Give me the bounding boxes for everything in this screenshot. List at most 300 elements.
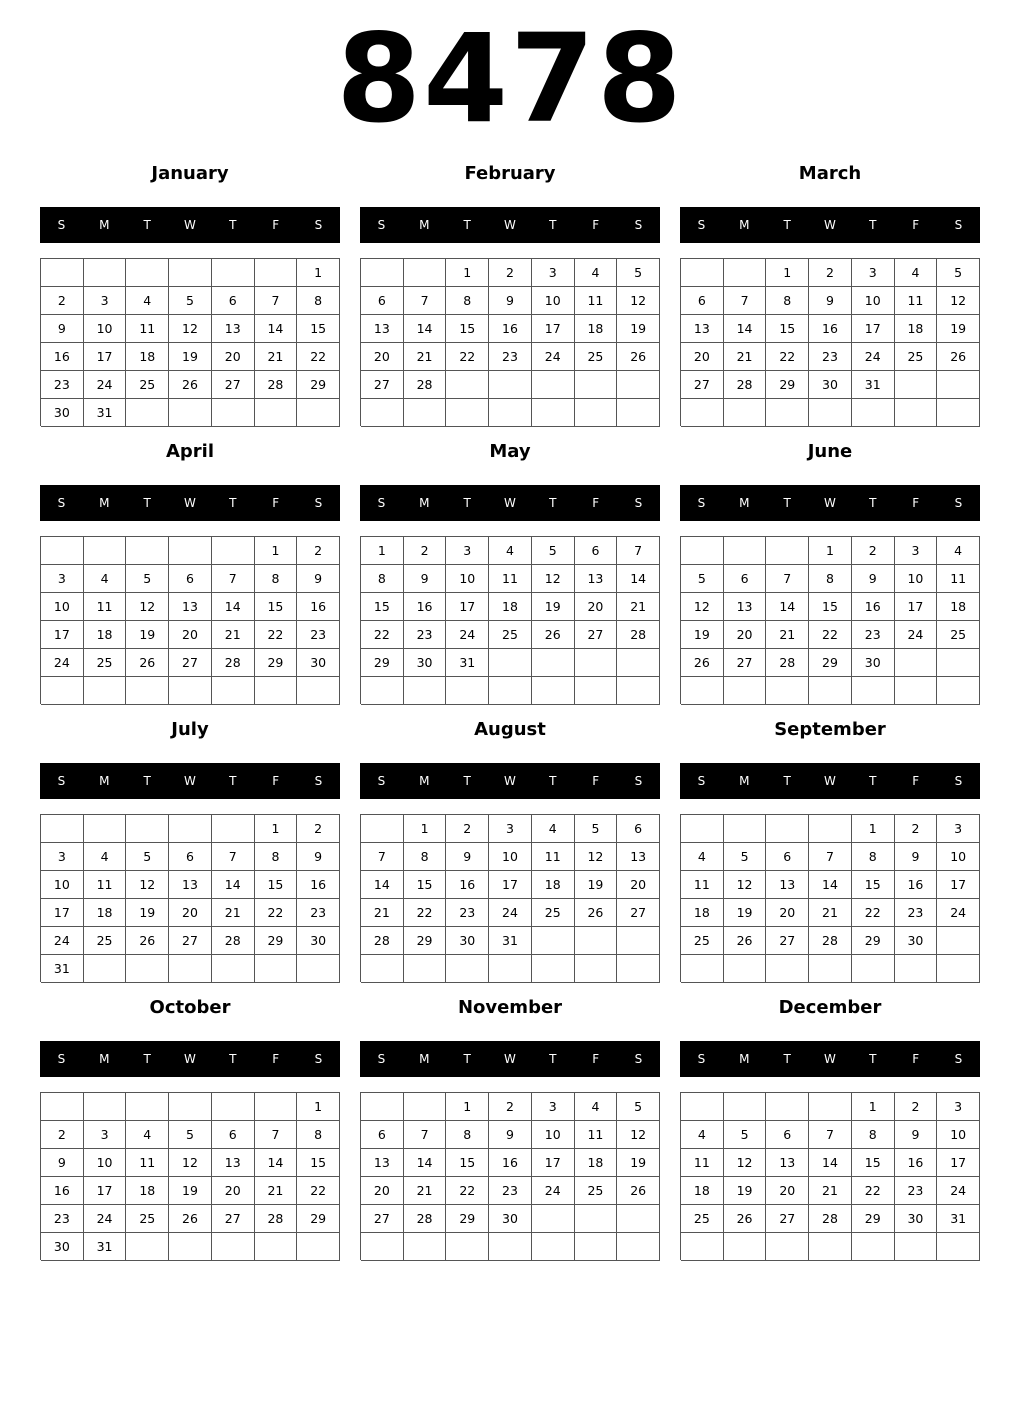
day-cell: 18: [575, 315, 618, 343]
day-cell: 25: [532, 899, 575, 927]
empty-day-cell: [575, 677, 618, 705]
empty-day-cell: [617, 1205, 660, 1233]
day-cell: 19: [724, 899, 767, 927]
day-cell: 29: [809, 649, 852, 677]
day-cell: 28: [255, 371, 298, 399]
empty-day-cell: [126, 537, 169, 565]
empty-day-cell: [532, 371, 575, 399]
empty-day-cell: [255, 955, 298, 983]
day-cell: 9: [297, 565, 340, 593]
weekday-header: [360, 485, 660, 521]
day-cell: 26: [169, 1205, 212, 1233]
weekday-label: S: [377, 218, 386, 232]
day-cell: 13: [361, 1149, 404, 1177]
day-cell: 1: [255, 815, 298, 843]
empty-day-cell: [681, 1233, 724, 1261]
day-cell: 19: [169, 1177, 212, 1205]
day-cell: 29: [852, 1205, 895, 1233]
day-cell: 1: [297, 259, 340, 287]
day-grid: [40, 536, 340, 704]
day-cell: 22: [852, 1177, 895, 1205]
day-cell: 15: [297, 1149, 340, 1177]
day-cell: 13: [766, 1149, 809, 1177]
empty-day-cell: [126, 259, 169, 287]
day-cell: 3: [41, 843, 84, 871]
empty-day-cell: [681, 955, 724, 983]
day-cell: 12: [617, 287, 660, 315]
weekday-label: S: [634, 774, 643, 788]
day-cell: 4: [895, 259, 938, 287]
day-cell: 13: [617, 843, 660, 871]
weekday-label: T: [869, 1052, 877, 1066]
day-cell: 1: [852, 815, 895, 843]
weekday-label: F: [912, 496, 920, 510]
day-cell: 29: [297, 371, 340, 399]
day-cell: 17: [84, 343, 127, 371]
empty-day-cell: [361, 399, 404, 427]
day-cell: 6: [724, 565, 767, 593]
day-cell: 1: [361, 537, 404, 565]
day-cell: 23: [404, 621, 447, 649]
day-cell: 12: [617, 1121, 660, 1149]
empty-day-cell: [937, 677, 980, 705]
day-cell: 25: [84, 927, 127, 955]
day-cell: 12: [169, 315, 212, 343]
empty-day-cell: [255, 399, 298, 427]
empty-day-cell: [809, 677, 852, 705]
day-cell: 13: [681, 315, 724, 343]
day-cell: 29: [361, 649, 404, 677]
weekday-header: [680, 485, 980, 521]
day-cell: 2: [297, 815, 340, 843]
day-cell: 7: [809, 1121, 852, 1149]
day-cell: 31: [84, 399, 127, 427]
weekday-label: S: [314, 218, 323, 232]
empty-day-cell: [489, 955, 532, 983]
weekday-label: M: [419, 1052, 430, 1066]
day-cell: 18: [126, 1177, 169, 1205]
day-cell: 19: [532, 593, 575, 621]
day-cell: 21: [766, 621, 809, 649]
empty-day-cell: [126, 399, 169, 427]
day-cell: 24: [895, 621, 938, 649]
day-cell: 4: [681, 843, 724, 871]
day-cell: 22: [297, 1177, 340, 1205]
day-cell: 19: [681, 621, 724, 649]
day-cell: 12: [724, 1149, 767, 1177]
day-cell: 21: [724, 343, 767, 371]
day-cell: 27: [617, 899, 660, 927]
empty-day-cell: [41, 815, 84, 843]
empty-day-cell: [681, 677, 724, 705]
day-cell: 10: [532, 1121, 575, 1149]
day-cell: 30: [852, 649, 895, 677]
weekday-label: F: [592, 496, 600, 510]
day-cell: 27: [361, 1205, 404, 1233]
empty-day-cell: [255, 677, 298, 705]
empty-day-cell: [809, 1233, 852, 1261]
day-cell: 30: [895, 927, 938, 955]
day-cell: 29: [766, 371, 809, 399]
day-cell: 17: [532, 1149, 575, 1177]
empty-day-cell: [489, 649, 532, 677]
day-cell: 21: [404, 343, 447, 371]
day-cell: 7: [404, 287, 447, 315]
weekday-header: [360, 763, 660, 799]
day-cell: 25: [575, 1177, 618, 1205]
empty-day-cell: [84, 537, 127, 565]
weekday-label: S: [954, 774, 963, 788]
empty-day-cell: [617, 955, 660, 983]
day-cell: 5: [724, 843, 767, 871]
empty-day-cell: [84, 955, 127, 983]
empty-day-cell: [212, 1093, 255, 1121]
empty-day-cell: [297, 399, 340, 427]
day-cell: 21: [617, 593, 660, 621]
weekday-label: T: [869, 774, 877, 788]
day-cell: 10: [41, 593, 84, 621]
empty-day-cell: [766, 537, 809, 565]
day-cell: 13: [212, 315, 255, 343]
month-name: March: [798, 163, 862, 184]
day-cell: 6: [361, 1121, 404, 1149]
day-cell: 10: [446, 565, 489, 593]
month-name: May: [489, 441, 531, 462]
day-cell: 28: [404, 371, 447, 399]
empty-day-cell: [446, 955, 489, 983]
weekday-label: S: [57, 218, 66, 232]
day-cell: 23: [852, 621, 895, 649]
empty-day-cell: [809, 399, 852, 427]
day-cell: 13: [766, 871, 809, 899]
day-cell: 4: [84, 565, 127, 593]
day-cell: 14: [255, 1149, 298, 1177]
day-cell: 13: [724, 593, 767, 621]
day-cell: 8: [361, 565, 404, 593]
empty-day-cell: [766, 677, 809, 705]
day-cell: 17: [937, 871, 980, 899]
day-cell: 8: [446, 287, 489, 315]
day-cell: 13: [575, 565, 618, 593]
weekday-header: [360, 207, 660, 243]
day-cell: 20: [361, 1177, 404, 1205]
day-cell: 30: [41, 1233, 84, 1261]
day-cell: 14: [404, 1149, 447, 1177]
day-cell: 5: [126, 843, 169, 871]
empty-day-cell: [255, 1233, 298, 1261]
day-cell: 22: [255, 899, 298, 927]
day-cell: 3: [937, 815, 980, 843]
empty-day-cell: [41, 537, 84, 565]
day-cell: 29: [255, 649, 298, 677]
day-grid: [40, 814, 340, 982]
weekday-label: W: [824, 1052, 836, 1066]
empty-day-cell: [169, 815, 212, 843]
weekday-label: T: [783, 774, 791, 788]
day-cell: 18: [489, 593, 532, 621]
weekday-label: S: [57, 496, 66, 510]
day-cell: 10: [489, 843, 532, 871]
weekday-label: M: [739, 496, 750, 510]
day-cell: 9: [895, 843, 938, 871]
empty-day-cell: [681, 399, 724, 427]
day-cell: 7: [212, 843, 255, 871]
day-cell: 12: [681, 593, 724, 621]
day-cell: 12: [937, 287, 980, 315]
day-grid: [680, 814, 980, 982]
empty-day-cell: [617, 1233, 660, 1261]
day-cell: 12: [126, 871, 169, 899]
day-cell: 24: [532, 1177, 575, 1205]
day-cell: 10: [41, 871, 84, 899]
day-cell: 14: [766, 593, 809, 621]
day-cell: 4: [532, 815, 575, 843]
empty-day-cell: [681, 1093, 724, 1121]
empty-day-cell: [126, 815, 169, 843]
empty-day-cell: [361, 1233, 404, 1261]
day-cell: 8: [766, 287, 809, 315]
empty-day-cell: [681, 815, 724, 843]
weekday-label: T: [463, 1052, 471, 1066]
day-grid: [40, 1092, 340, 1260]
weekday-label: T: [549, 1052, 557, 1066]
weekday-label: T: [463, 496, 471, 510]
day-cell: 23: [41, 371, 84, 399]
empty-day-cell: [724, 399, 767, 427]
day-cell: 11: [489, 565, 532, 593]
day-cell: 29: [446, 1205, 489, 1233]
weekday-label: S: [697, 218, 706, 232]
weekday-label: T: [229, 774, 237, 788]
empty-day-cell: [297, 955, 340, 983]
day-cell: 23: [297, 621, 340, 649]
day-cell: 16: [446, 871, 489, 899]
empty-day-cell: [212, 677, 255, 705]
day-cell: 13: [169, 593, 212, 621]
day-cell: 21: [212, 621, 255, 649]
day-cell: 19: [169, 343, 212, 371]
month-name: August: [474, 719, 546, 740]
day-cell: 25: [126, 1205, 169, 1233]
day-cell: 8: [809, 565, 852, 593]
day-cell: 20: [766, 1177, 809, 1205]
day-cell: 12: [126, 593, 169, 621]
weekday-label: S: [697, 774, 706, 788]
empty-day-cell: [766, 1233, 809, 1261]
day-cell: 16: [297, 593, 340, 621]
day-cell: 26: [126, 649, 169, 677]
day-cell: 5: [169, 1121, 212, 1149]
day-cell: 11: [126, 1149, 169, 1177]
day-cell: 14: [809, 871, 852, 899]
day-cell: 11: [84, 871, 127, 899]
empty-day-cell: [532, 955, 575, 983]
weekday-label: S: [57, 774, 66, 788]
day-cell: 24: [41, 649, 84, 677]
empty-day-cell: [617, 677, 660, 705]
day-cell: 28: [255, 1205, 298, 1233]
weekday-label: S: [634, 1052, 643, 1066]
day-cell: 14: [212, 593, 255, 621]
day-cell: 16: [852, 593, 895, 621]
day-cell: 18: [84, 621, 127, 649]
day-cell: 22: [255, 621, 298, 649]
weekday-header: [360, 1041, 660, 1077]
day-cell: 11: [681, 1149, 724, 1177]
day-cell: 11: [84, 593, 127, 621]
day-cell: 18: [895, 315, 938, 343]
day-cell: 1: [852, 1093, 895, 1121]
day-cell: 22: [809, 621, 852, 649]
empty-day-cell: [361, 1093, 404, 1121]
day-cell: 6: [169, 565, 212, 593]
day-cell: 20: [724, 621, 767, 649]
day-cell: 25: [84, 649, 127, 677]
weekday-label: T: [143, 1052, 151, 1066]
day-cell: 10: [532, 287, 575, 315]
day-cell: 19: [126, 621, 169, 649]
empty-day-cell: [404, 1233, 447, 1261]
day-cell: 12: [169, 1149, 212, 1177]
empty-day-cell: [575, 649, 618, 677]
empty-day-cell: [169, 677, 212, 705]
day-cell: 4: [575, 259, 618, 287]
day-cell: 19: [126, 899, 169, 927]
weekday-label: S: [377, 774, 386, 788]
empty-day-cell: [724, 259, 767, 287]
day-cell: 2: [404, 537, 447, 565]
day-cell: 18: [532, 871, 575, 899]
empty-day-cell: [169, 955, 212, 983]
day-cell: 3: [84, 1121, 127, 1149]
empty-day-cell: [404, 1093, 447, 1121]
weekday-label: W: [184, 1052, 196, 1066]
day-cell: 6: [766, 1121, 809, 1149]
day-cell: 18: [575, 1149, 618, 1177]
weekday-header: [40, 207, 340, 243]
empty-day-cell: [361, 677, 404, 705]
day-cell: 31: [41, 955, 84, 983]
day-cell: 6: [575, 537, 618, 565]
empty-day-cell: [489, 399, 532, 427]
day-cell: 14: [404, 315, 447, 343]
day-cell: 22: [404, 899, 447, 927]
day-cell: 3: [446, 537, 489, 565]
day-cell: 19: [617, 315, 660, 343]
weekday-label: M: [99, 218, 110, 232]
day-cell: 2: [852, 537, 895, 565]
day-cell: 4: [575, 1093, 618, 1121]
day-cell: 15: [255, 871, 298, 899]
empty-day-cell: [41, 259, 84, 287]
empty-day-cell: [361, 259, 404, 287]
weekday-label: M: [419, 774, 430, 788]
day-cell: 29: [297, 1205, 340, 1233]
day-cell: 1: [446, 1093, 489, 1121]
day-cell: 20: [169, 621, 212, 649]
day-cell: 24: [852, 343, 895, 371]
day-cell: 17: [41, 899, 84, 927]
day-cell: 8: [446, 1121, 489, 1149]
day-cell: 22: [446, 343, 489, 371]
empty-day-cell: [404, 955, 447, 983]
day-cell: 7: [766, 565, 809, 593]
weekday-label: S: [377, 1052, 386, 1066]
day-cell: 11: [937, 565, 980, 593]
day-cell: 15: [297, 315, 340, 343]
day-cell: 10: [84, 315, 127, 343]
day-cell: 10: [937, 1121, 980, 1149]
day-cell: 25: [937, 621, 980, 649]
day-cell: 26: [617, 1177, 660, 1205]
empty-day-cell: [575, 371, 618, 399]
month-name: February: [464, 163, 556, 184]
day-cell: 28: [212, 649, 255, 677]
day-grid: [360, 1092, 660, 1260]
empty-day-cell: [404, 677, 447, 705]
day-cell: 19: [724, 1177, 767, 1205]
day-cell: 24: [532, 343, 575, 371]
day-cell: 7: [617, 537, 660, 565]
day-cell: 26: [575, 899, 618, 927]
day-cell: 8: [255, 843, 298, 871]
day-cell: 15: [255, 593, 298, 621]
empty-day-cell: [84, 677, 127, 705]
weekday-label: T: [783, 1052, 791, 1066]
day-cell: 5: [126, 565, 169, 593]
day-cell: 17: [489, 871, 532, 899]
day-grid: [680, 1092, 980, 1260]
empty-day-cell: [212, 259, 255, 287]
empty-day-cell: [617, 371, 660, 399]
day-cell: 9: [41, 315, 84, 343]
day-cell: 30: [297, 649, 340, 677]
day-cell: 3: [84, 287, 127, 315]
day-cell: 9: [297, 843, 340, 871]
day-cell: 7: [255, 287, 298, 315]
weekday-label: S: [697, 496, 706, 510]
weekday-label: T: [229, 1052, 237, 1066]
day-cell: 16: [404, 593, 447, 621]
day-cell: 10: [937, 843, 980, 871]
day-cell: 17: [84, 1177, 127, 1205]
day-cell: 9: [489, 287, 532, 315]
day-cell: 2: [895, 815, 938, 843]
weekday-label: S: [377, 496, 386, 510]
weekday-header: [680, 1041, 980, 1077]
day-cell: 3: [489, 815, 532, 843]
empty-day-cell: [575, 399, 618, 427]
empty-day-cell: [212, 815, 255, 843]
empty-day-cell: [895, 677, 938, 705]
weekday-label: W: [184, 496, 196, 510]
month-name: April: [165, 441, 215, 462]
day-cell: 28: [809, 927, 852, 955]
empty-day-cell: [852, 1233, 895, 1261]
day-cell: 19: [617, 1149, 660, 1177]
day-cell: 31: [489, 927, 532, 955]
day-cell: 23: [297, 899, 340, 927]
empty-day-cell: [126, 1093, 169, 1121]
day-cell: 25: [489, 621, 532, 649]
day-cell: 17: [41, 621, 84, 649]
day-cell: 23: [895, 899, 938, 927]
day-cell: 21: [212, 899, 255, 927]
month-name: June: [807, 441, 853, 462]
day-cell: 25: [681, 1205, 724, 1233]
day-cell: 20: [212, 343, 255, 371]
day-cell: 27: [766, 927, 809, 955]
